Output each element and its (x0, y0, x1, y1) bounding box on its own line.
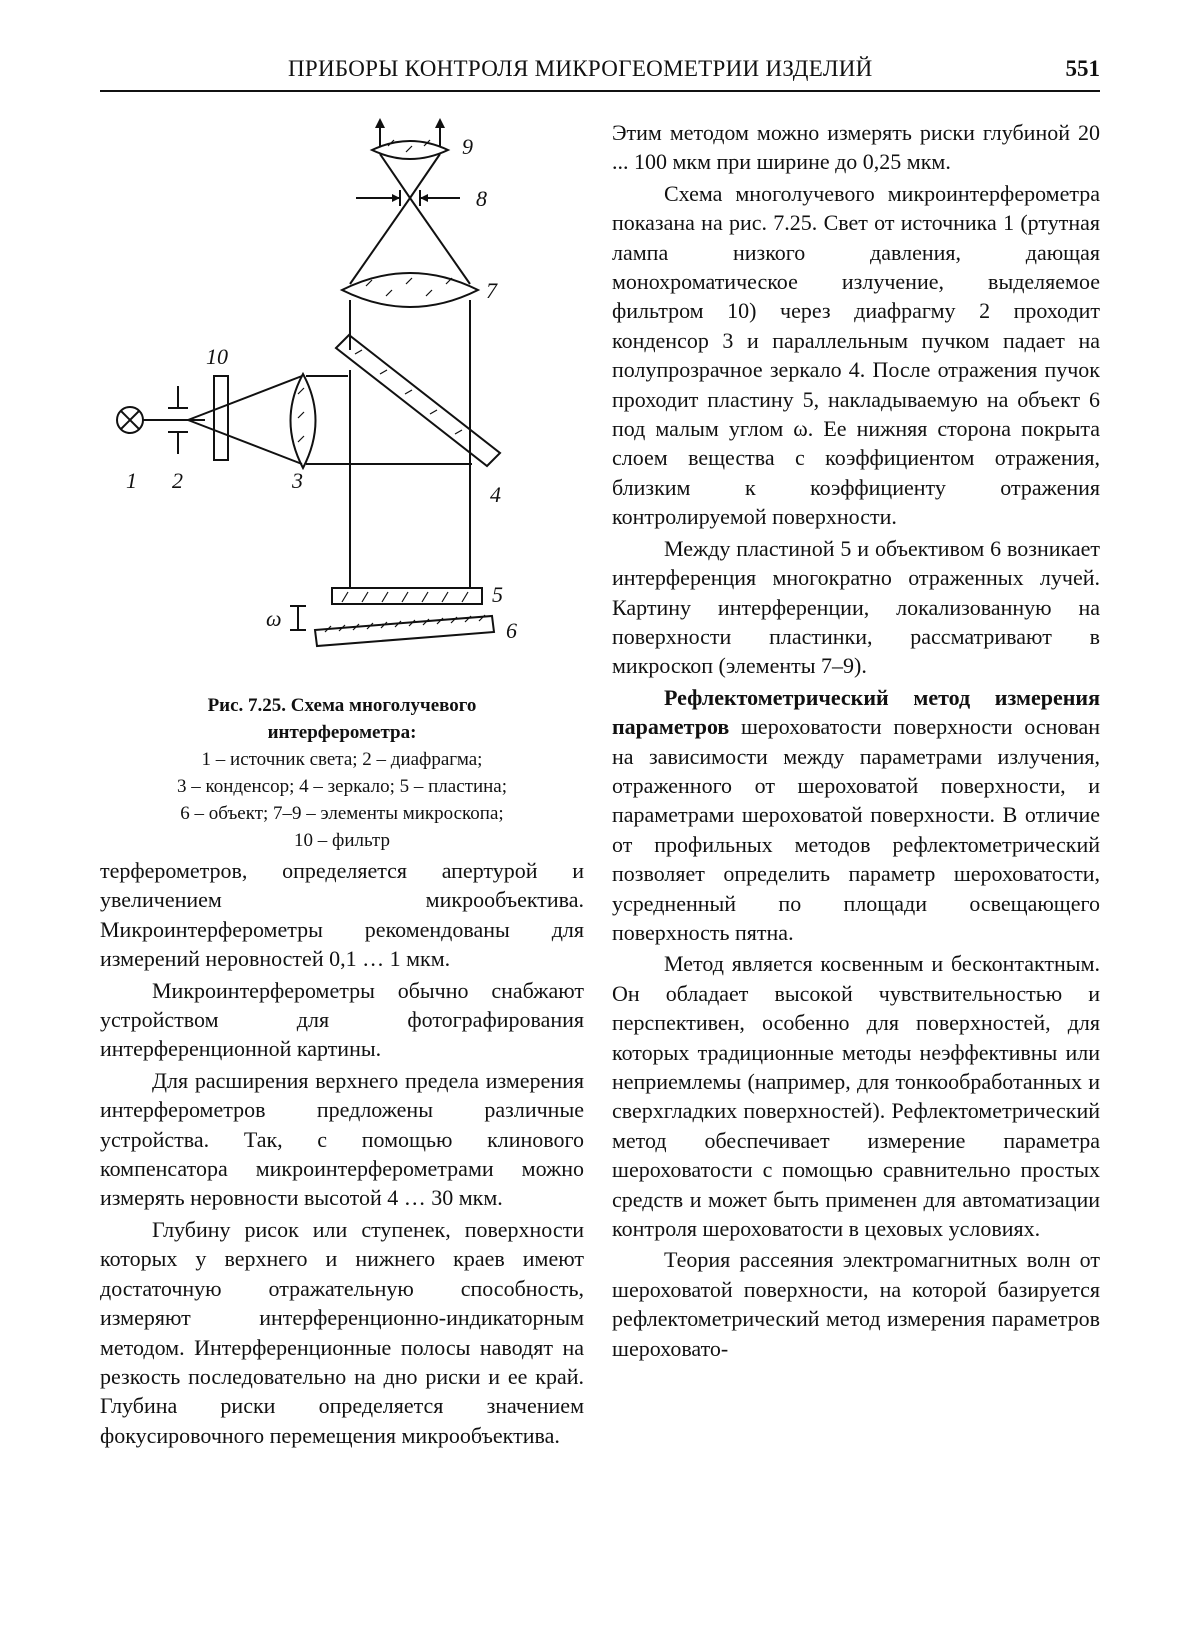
label-4: 4 (490, 482, 501, 507)
label-8: 8 (476, 186, 487, 211)
label-7: 7 (486, 278, 497, 303)
caption-legend-line-1: 1 – источник света; 2 – диафрагма; (201, 749, 483, 770)
paragraph: Теория рассеяния электромагнитных волн от шероховатой поверхности, на которой базируется рефлектометрический метод измерения параметров шероховато- (612, 1247, 1100, 1361)
paragraph: Для расширения верхнего предела измерения интерферометров предложены различные устройства. Так, с помощью клинового компенсатора микроинтерферометрами можно измерять неровности высотой 4 … 30 мкм. (100, 1067, 584, 1211)
caption-legend-line-4: 10 – фильтр (294, 830, 390, 851)
paragraph: терферометров, определяется апертурой и увеличением микрообъектива. Микроинтерферометры рекомендованы для измерений неровностей 0,1 … 1 мкм. (100, 858, 584, 972)
label-3: 3 (292, 468, 303, 493)
paragraph: Схема многолучевого микроинтерферометра показана на рис. 7.25. Свет от источника 1 (ртутная лампа низкого давления, дающая монохроматическое излучение, выделяемое фильтром 10) через диафрагму 2 проходит конденсор 3 и параллельным пучком падает на полупрозрачное зеркало 4. После отражения пучок проходит пластину 5, накладываемую на объект 6 под малым углом ω. Ее нижняя сторона покрыта слоем вещества с коэффициентом отражения, близким к коэффициенту отражения контролируемой поверхности. (612, 180, 1100, 530)
label-1: 1 (126, 468, 137, 493)
semitransparent-mirror (336, 335, 500, 466)
left-column (100, 856, 584, 1450)
paragraph: Метод является косвенным и бесконтактным. Он обладает высокой чувствительностью и перспективен, особенно для поверхностей, для которых традиционные методы неэффективны или неприемлемы (например, для тонкообработанных и сверхгладких поверхностей). Рефлектометрический метод обеспечивает измерение параметра шероховатости с помощью сравнительно простых средств и может быть применен для автоматизации контроля шероховатости в цеховых условиях. (612, 951, 1100, 1242)
objective-lens (342, 273, 478, 307)
paragraph: Глубину рисок или ступенек, поверхности которых у верхнего и нижнего краев имеют достаточную отражательную способность, измеряют интерференционно-индикаторным методом. Интерференционные полосы наводят на резкость последовательно на дно риски и ее край. Глубина риски определяется значением фокусировочного перемещения микрообъектива. (100, 1216, 584, 1448)
label-5: 5 (492, 582, 503, 607)
label-6: 6 (506, 618, 517, 643)
figure-caption (100, 692, 584, 854)
condenser-lens (291, 374, 316, 468)
label-omega: ω (266, 606, 282, 631)
page-number: 551 (1065, 56, 1100, 81)
caption-title-line-1: Рис. 7.25. Схема многолучевого (207, 695, 477, 716)
running-title: ПРИБОРЫ КОНТРОЛЯ МИКРОГЕОМЕТРИИ ИЗДЕЛИЙ (288, 56, 873, 81)
caption-legend-line-2: 3 – конденсор; 4 – зеркало; 5 – пластина; (176, 776, 508, 797)
paragraph: Этим методом можно измерять риски глубиной 20 ... 100 мкм при ширине до 0,25 мкм. (612, 120, 1100, 175)
paragraph: Микроинтерферометры обычно снабжают устройством для фотографирования интерференционной картины. (100, 977, 584, 1062)
filter (214, 376, 228, 460)
right-column (612, 118, 1100, 1363)
paragraph-reflectometric-method (612, 683, 1100, 948)
eyepiece-lens (372, 141, 448, 159)
caption-legend-line-3: 6 – объект; 7–9 – элементы микроскопа; (180, 803, 504, 824)
paragraph-text: шероховатости поверхности основан на зависимости между параметрами излучения, отраженного от шероховатой поверхности, и параметрами шероховатой поверхности. В отличие от профильных методов рефлектометрический позволяет определить параметр шероховатости, усредненный по площади освещающего поверхность пятна. (612, 714, 1100, 945)
interferometer-diagram (110, 118, 580, 688)
running-header (100, 56, 1100, 92)
paragraph: Между пластиной 5 и объективом 6 возникает интерференция многократно отраженных лучей. Картину интерференции, локализованную на поверхности пластинки, рассматривают в микроскоп (элементы 7–9). (612, 535, 1100, 679)
label-10: 10 (206, 344, 228, 369)
caption-title-line-2: интерферометра: (267, 722, 417, 743)
figure-interferometer-diagram (110, 118, 580, 688)
label-9: 9 (462, 134, 473, 159)
label-2: 2 (172, 468, 183, 493)
reference-plate (332, 588, 482, 604)
section-lead-term: Рефлектометрический метод измерения параметров (612, 684, 1100, 740)
header-rule (100, 90, 1100, 92)
